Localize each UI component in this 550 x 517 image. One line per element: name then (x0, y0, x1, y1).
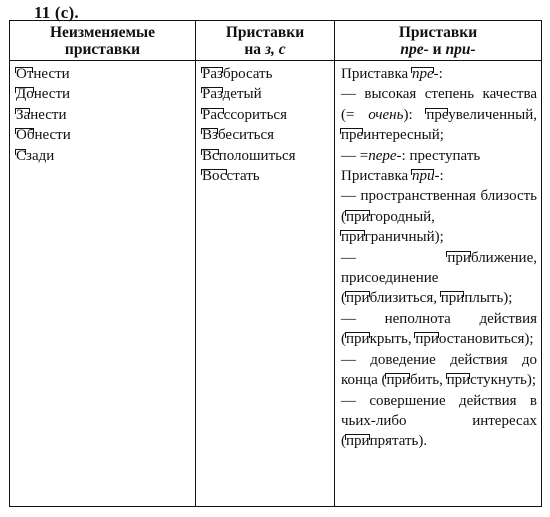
column-z-s (202, 64, 332, 186)
intro-label: Приставка (341, 66, 412, 82)
prefix-mark: Раз (202, 86, 223, 103)
word-rest: беситься (217, 127, 275, 144)
prefix-mark: при (341, 229, 365, 246)
header-italic: при- (445, 41, 476, 58)
pri-meaning-approach (341, 248, 537, 309)
word-rest: интересный; (363, 127, 444, 144)
meaning-text: — пространственная близость ( (341, 188, 537, 225)
prefix-mark: От (16, 66, 34, 82)
prefix-mark: при (446, 372, 471, 389)
prefix-mark: За (16, 106, 31, 123)
word-rest: граничный); (364, 229, 444, 246)
header-unchangeable-prefixes (10, 22, 195, 60)
word-rest: плыть); (464, 290, 513, 307)
column-pre-pri (341, 64, 537, 452)
intro-label: Приставка (341, 168, 412, 185)
pre-meaning-degree (341, 84, 537, 145)
prefix-mark: Об (16, 127, 35, 144)
word-rest: нести (33, 66, 70, 82)
word-rest: нести (33, 86, 71, 103)
word-rest: остановиться); (438, 331, 534, 348)
word-rest: нести (30, 106, 67, 123)
prefix-table (9, 20, 542, 507)
meaning-text: — неполнота действия ( (341, 310, 537, 348)
pre-meaning-pere (341, 146, 537, 166)
meaning-text: ): (403, 106, 427, 123)
list-item (16, 105, 191, 125)
prefix-mark: пре (426, 106, 449, 123)
word-rest: ближение, присоединение ( (341, 249, 537, 307)
prefix-mark: С (16, 147, 27, 164)
word-rest: детый (222, 86, 262, 103)
list-item (202, 84, 332, 104)
pre-intro (341, 64, 537, 84)
pri-meaning-incomplete (341, 309, 537, 350)
list-item (16, 146, 191, 166)
prefix-mark: Раз (202, 66, 223, 82)
word-rest: зади (26, 147, 55, 164)
prefix-mark: при (415, 331, 439, 348)
header-z-s-prefixes (196, 22, 334, 60)
prefix-mark: при (346, 208, 370, 225)
meaning-text: — высокая степень качества (= (341, 86, 537, 123)
meaning-italic: очень (368, 106, 404, 123)
meaning-text: — доведение действия до конца ( (341, 351, 537, 389)
word-rest: бить, (410, 372, 447, 389)
header-divider (10, 60, 541, 61)
list-item (202, 146, 332, 166)
word-rest: крыть, (369, 331, 416, 348)
meaning-text: ). (418, 433, 428, 450)
header-pre-pri-prefixes (335, 22, 541, 60)
meaning-italic: пере- (368, 147, 402, 164)
list-item (202, 105, 332, 125)
header-line: Приставки (398, 24, 478, 41)
prefix-mark: пре (341, 127, 364, 144)
pri-meaning-completion (341, 350, 537, 391)
list-item (202, 125, 332, 145)
pri-meaning-interest (341, 391, 537, 452)
list-item (202, 64, 332, 84)
word-rest: увеличенный, (448, 106, 537, 123)
column-divider (334, 21, 335, 506)
prefix-mark: при (346, 331, 370, 348)
header-italic: з, с (264, 41, 286, 58)
header-line: Приставки (225, 24, 305, 41)
list-item (16, 125, 191, 145)
intro-tail: -: (433, 66, 443, 82)
column-unchangeable (16, 64, 191, 166)
word-rest: бросать (222, 66, 273, 82)
word-rest: прятать (369, 433, 419, 450)
meaning-text: : преступать (401, 147, 481, 164)
word-rest: близиться, (369, 290, 441, 307)
prefix-mark: при (346, 290, 370, 307)
prefix-mark: при (447, 249, 471, 266)
prefix-mark: Вс (202, 147, 219, 164)
word-rest: нести (34, 127, 71, 144)
intro-tail: -: (434, 168, 444, 185)
column-divider (195, 21, 196, 506)
word-rest: стукнуть); (470, 372, 537, 389)
prefix-mark: Вос (202, 168, 227, 185)
header-text: и (428, 41, 446, 58)
pri-intro (341, 166, 537, 186)
prefix-mark: при (440, 290, 465, 307)
prefix-mark: при (411, 168, 435, 185)
header-italic: пре- (400, 41, 429, 58)
word-rest: городный, (369, 208, 435, 225)
list-item (16, 84, 191, 104)
pri-meaning-proximity (341, 186, 537, 247)
header-line (244, 41, 285, 58)
header-line: приставки (64, 41, 141, 58)
word-rest: ссориться (223, 106, 287, 123)
task-number: 11 (с). (34, 3, 79, 22)
prefix-mark: Вз (202, 127, 218, 144)
word-rest: стать (226, 168, 260, 185)
meaning-text: — совершение действия в чьих-либо интересах ( (341, 392, 537, 450)
header-line: Неизменяемые (49, 24, 156, 41)
list-item (16, 64, 191, 84)
prefix-mark: пре (411, 66, 434, 82)
meaning-text: — (341, 249, 448, 266)
prefix-mark: Рас (202, 106, 224, 123)
meaning-text: — = (341, 147, 369, 164)
prefix-mark: До (16, 86, 34, 103)
list-item (202, 166, 332, 186)
prefix-mark: при (386, 372, 411, 389)
prefix-mark: при (346, 433, 370, 450)
header-text: на (244, 41, 265, 58)
word-rest: полошиться (218, 147, 296, 164)
header-line (400, 41, 475, 58)
